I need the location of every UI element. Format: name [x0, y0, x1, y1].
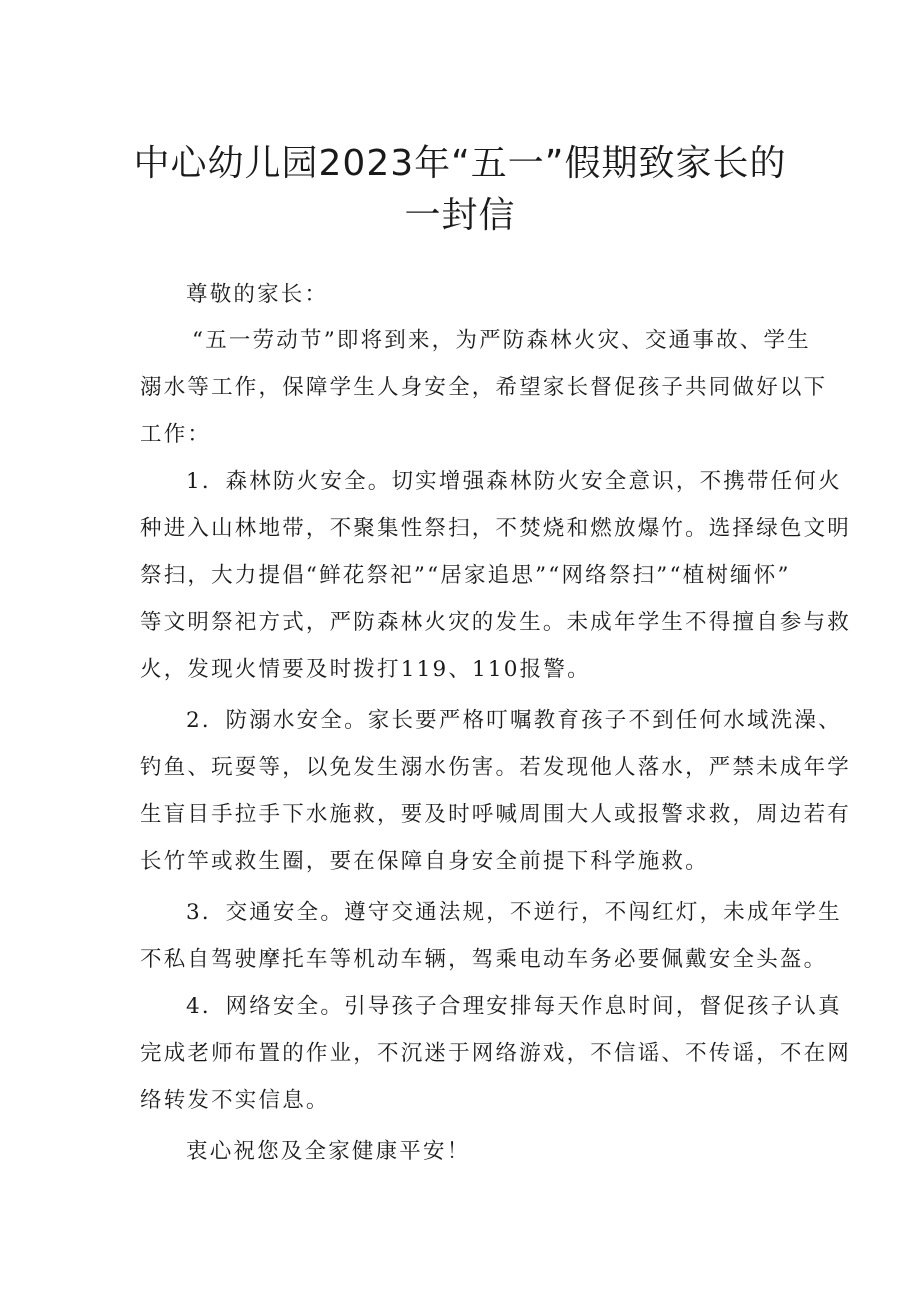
paragraph-line: 种进入山林地带，不聚集性祭扫，不焚烧和燃放爆竹。选择绿色文明 [140, 516, 852, 541]
paragraph-line: 工作： [140, 422, 212, 447]
paragraph-line: 完成老师布置的作业，不沉迷于网络游戏，不信谣、不传谣，不在网 [140, 1041, 852, 1066]
paragraph-line: 2．防溺水安全。家长要严格叮嘱教育孩子不到任何水域洗澡、 [186, 708, 842, 733]
paragraph-line: “五一劳动节”即将到来，为严防森林火灾、交通事故、学生 [192, 328, 811, 353]
paragraph-line: 祭扫，大力提倡“鲜花祭祀”“居家追思”“网络祭扫”“植树缅怀” [140, 563, 791, 588]
paragraph-line: 1．森林防火安全。切实增强森林防火安全意识，不携带任何火 [186, 469, 842, 494]
greeting: 尊敬的家长： [186, 282, 329, 307]
paragraph-line: 钓鱼、玩耍等，以免发生溺水伤害。若发现他人落水，严禁未成年学 [140, 755, 852, 780]
paragraph-line: 长竹竿或救生圈，要在保障自身安全前提下科学施救。 [140, 849, 709, 874]
paragraph-line: 火，发现火情要及时拨打119、110报警。 [140, 657, 591, 682]
document-title-line-1: 中心幼儿园2023年“五一”假期致家长的 [133, 143, 787, 184]
paragraph-line: 生盲目手拉手下水施救，要及时呼喊周围大人或报警求救，周边若有 [140, 802, 852, 827]
paragraph-line: 络转发不实信息。 [140, 1088, 330, 1113]
paragraph-line: 溺水等工作，保障学生人身安全，希望家长督促孩子共同做好以下 [140, 375, 828, 400]
document-title-line-2: 一封信 [404, 195, 516, 236]
paragraph-line: 3．交通安全。遵守交通法规，不逆行，不闯红灯，未成年学生 [186, 900, 842, 925]
closing-wish: 衷心祝您及全家健康平安！ [186, 1139, 471, 1164]
paragraph-line: 4．网络安全。引导孩子合理安排每天作息时间，督促孩子认真 [186, 994, 842, 1019]
paragraph-line: 不私自驾驶摩托车等机动车辆，驾乘电动车务必要佩戴安全头盔。 [140, 947, 828, 972]
paragraph-line: 等文明祭祀方式，严防森林火灾的发生。未成年学生不得擅自参与救 [140, 610, 852, 635]
